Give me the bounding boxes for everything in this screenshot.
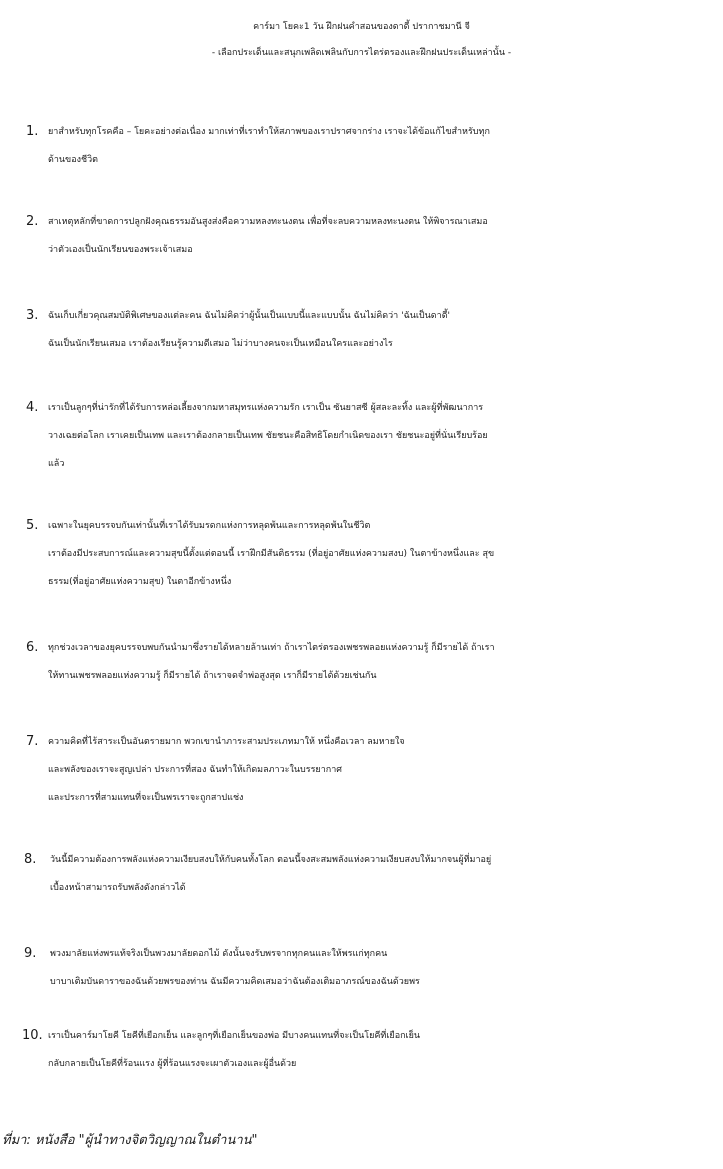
item-line: เฉพาะในยุคบรรจบกันเท่านั้นที่เราได้รับมรดกแห่งการหลุดพ้นและการหลุดพ้นในชีวิต <box>48 521 371 531</box>
item-number: 1. <box>26 124 39 139</box>
item-text <box>48 302 720 358</box>
item-number: 4. <box>26 400 39 415</box>
item-number: 6. <box>26 640 39 655</box>
document-header <box>0 14 723 66</box>
item-number: 2. <box>26 214 39 229</box>
item-line: พวงมาลัยแห่งพรแท้จริงเป็นพวงมาลัยดอกไม้ ดังนั้นจงรับพรจากทุกคนและให้พรแก่ทุกคน <box>50 949 388 959</box>
item-line: ฉันเป็นนักเรียนเสมอ เราต้องเรียนรู้ความดีเสมอ ไม่ว่าบางคนจะเป็นเหมือนใครและอย่างไร <box>48 339 393 349</box>
document-subtitle: - เลือกประเด็นและสนุกเพลิดเพลินกับการไตร่ตรองและฝึกฝนประเด็นเหล่านั้น - <box>211 48 512 58</box>
item-number: 7. <box>26 734 39 749</box>
item-line: ความคิดที่ไร้สาระเป็นอันตรายมาก พวกเขานำภาระสามประเภทมาให้ หนึ่งคือเวลา ลมหายใจ <box>48 737 405 747</box>
item-line: เราเป็นลูกๆที่น่ารักที่ได้รับการหล่อเลี้ยงจากมหาสมุทรแห่งความรัก เราเป็น ซันยาสซี ผู้สละละทิ้ง และผู้ที่พัฒนาการ <box>48 403 484 413</box>
item-line: วันนี้มีความต้องการพลังแห่งความเงียบสงบให้กับคนทั้งโลก ตอนนี้จงสะสมพลังแห่งความเงียบสงบให้มากจนผู้ที่มาอยู่ <box>50 855 492 865</box>
item-text <box>50 846 722 902</box>
item-line: และประการที่สามแทนที่จะเป็นพรเราจะถูกสาปแช่ง <box>48 793 244 803</box>
item-line: แล้ว <box>48 459 65 469</box>
item-text <box>48 1022 720 1078</box>
item-line: ให้ทานเพชรพลอยแห่งความรู้ ก็มีรายได้ ถ้าเราจดจำพ่อสูงสุด เราก็มีรายได้ด้วยเช่นกัน <box>48 671 377 681</box>
item-line: กลับกลายเป็นโยคีที่ร้อนแรง ผู้ที่ร้อนแรงจะเผาตัวเองและผู้อื่นด้วย <box>48 1059 297 1069</box>
item-line: เราต้องมีประสบการณ์และความสุขนี้ตั้งแต่ตอนนี้ เราฝึกมีสันติธรรม (ที่อยู่อาศัยแห่งความสงบ) ในตาข้างหนึ่งและ สุข <box>48 549 495 559</box>
document-title: คาร์มา โยคะ1 วัน ฝึกฝนคำสอนของดาดี้ ปรากาชมานี จี <box>253 22 470 32</box>
item-number: 5. <box>26 518 39 533</box>
item-text <box>48 394 720 478</box>
item-line: ทุกช่วงเวลาของยุคบรรจบพบกันนำมาซึ่งรายได้หลายล้านเท่า ถ้าเราไตร่ตรองเพชรพลอยแห่งความรู้ ก็มีรายได้ ถ้าเรา <box>48 643 495 653</box>
item-text <box>48 634 720 690</box>
source-citation: ที่มา: หนังสือ "ผู้นำทางจิตวิญญาณในตำนาน" <box>2 1133 258 1148</box>
item-line: ว่าตัวเองเป็นนักเรียนของพระเจ้าเสมอ <box>48 245 193 255</box>
item-number: 8. <box>24 852 37 867</box>
item-line: ด้านของชีวิต <box>48 155 99 165</box>
item-line: สาเหตุหลักที่ขาดการปลูกฝังคุณธรรมอันสูงส่งคือความหลงทะนงตน เพื่อที่จะลบความหลงทะนงตน ให้พิจารณาเสมอ <box>48 217 488 227</box>
item-line: เราเป็นคาร์มาโยคี โยคีที่เยือกเย็น และลูกๆที่เยือกเย็นของพ่อ มีบางคนแทนที่จะเป็นโยคีที่เยือกเย็น <box>48 1031 421 1041</box>
item-text <box>48 512 720 596</box>
item-text <box>48 208 720 264</box>
item-text <box>48 118 720 174</box>
item-line: และพลังของเราจะสูญเปล่า ประการที่สอง ฉันทำให้เกิดมลภาวะในบรรยากาศ <box>48 765 342 775</box>
item-line: ยาสำหรับทุกโรคคือ – โยคะอย่างต่อเนื่อง มากเท่าที่เราทำให้สภาพของเราปราศจากร่าง เราจะได้ข้อแก้ไขสำหรับทุก <box>48 127 490 137</box>
item-line: ฉันเก็บเกี่ยวคุณสมบัติพิเศษของแต่ละคน ฉันไม่คิดว่าผู้นั้นเป็นแบบนี้และแบบนั้น ฉันไม่คิดว่า 'ฉันเป็นดาดี้' <box>48 311 451 321</box>
item-text <box>48 728 720 812</box>
item-line: วางเฉยต่อโลก เราเคยเป็นเทพ และเราต้องกลายเป็นเทพ ชัยชนะคือสิทธิโดยกำเนิดของเรา ชัยชนะอยู่ที่นั่นเรียบร้อย <box>48 431 488 441</box>
item-text <box>50 940 722 996</box>
item-number: 3. <box>26 308 39 323</box>
item-line: เบื้องหน้าสามารถรับพลังดังกล่าวได้ <box>50 883 186 893</box>
item-number: 10. <box>22 1028 43 1043</box>
item-line: บาบาเติมบันดาราของฉันด้วยพรของท่าน ฉันมีความคิดเสมอว่าฉันต้องเติมอาภรณ์ของฉันด้วยพร <box>50 977 420 987</box>
item-number: 9. <box>24 946 37 961</box>
item-line: ธรรม(ที่อยู่อาศัยแห่งความสุข) ในตาอีกข้างหนึ่ง <box>48 577 232 587</box>
